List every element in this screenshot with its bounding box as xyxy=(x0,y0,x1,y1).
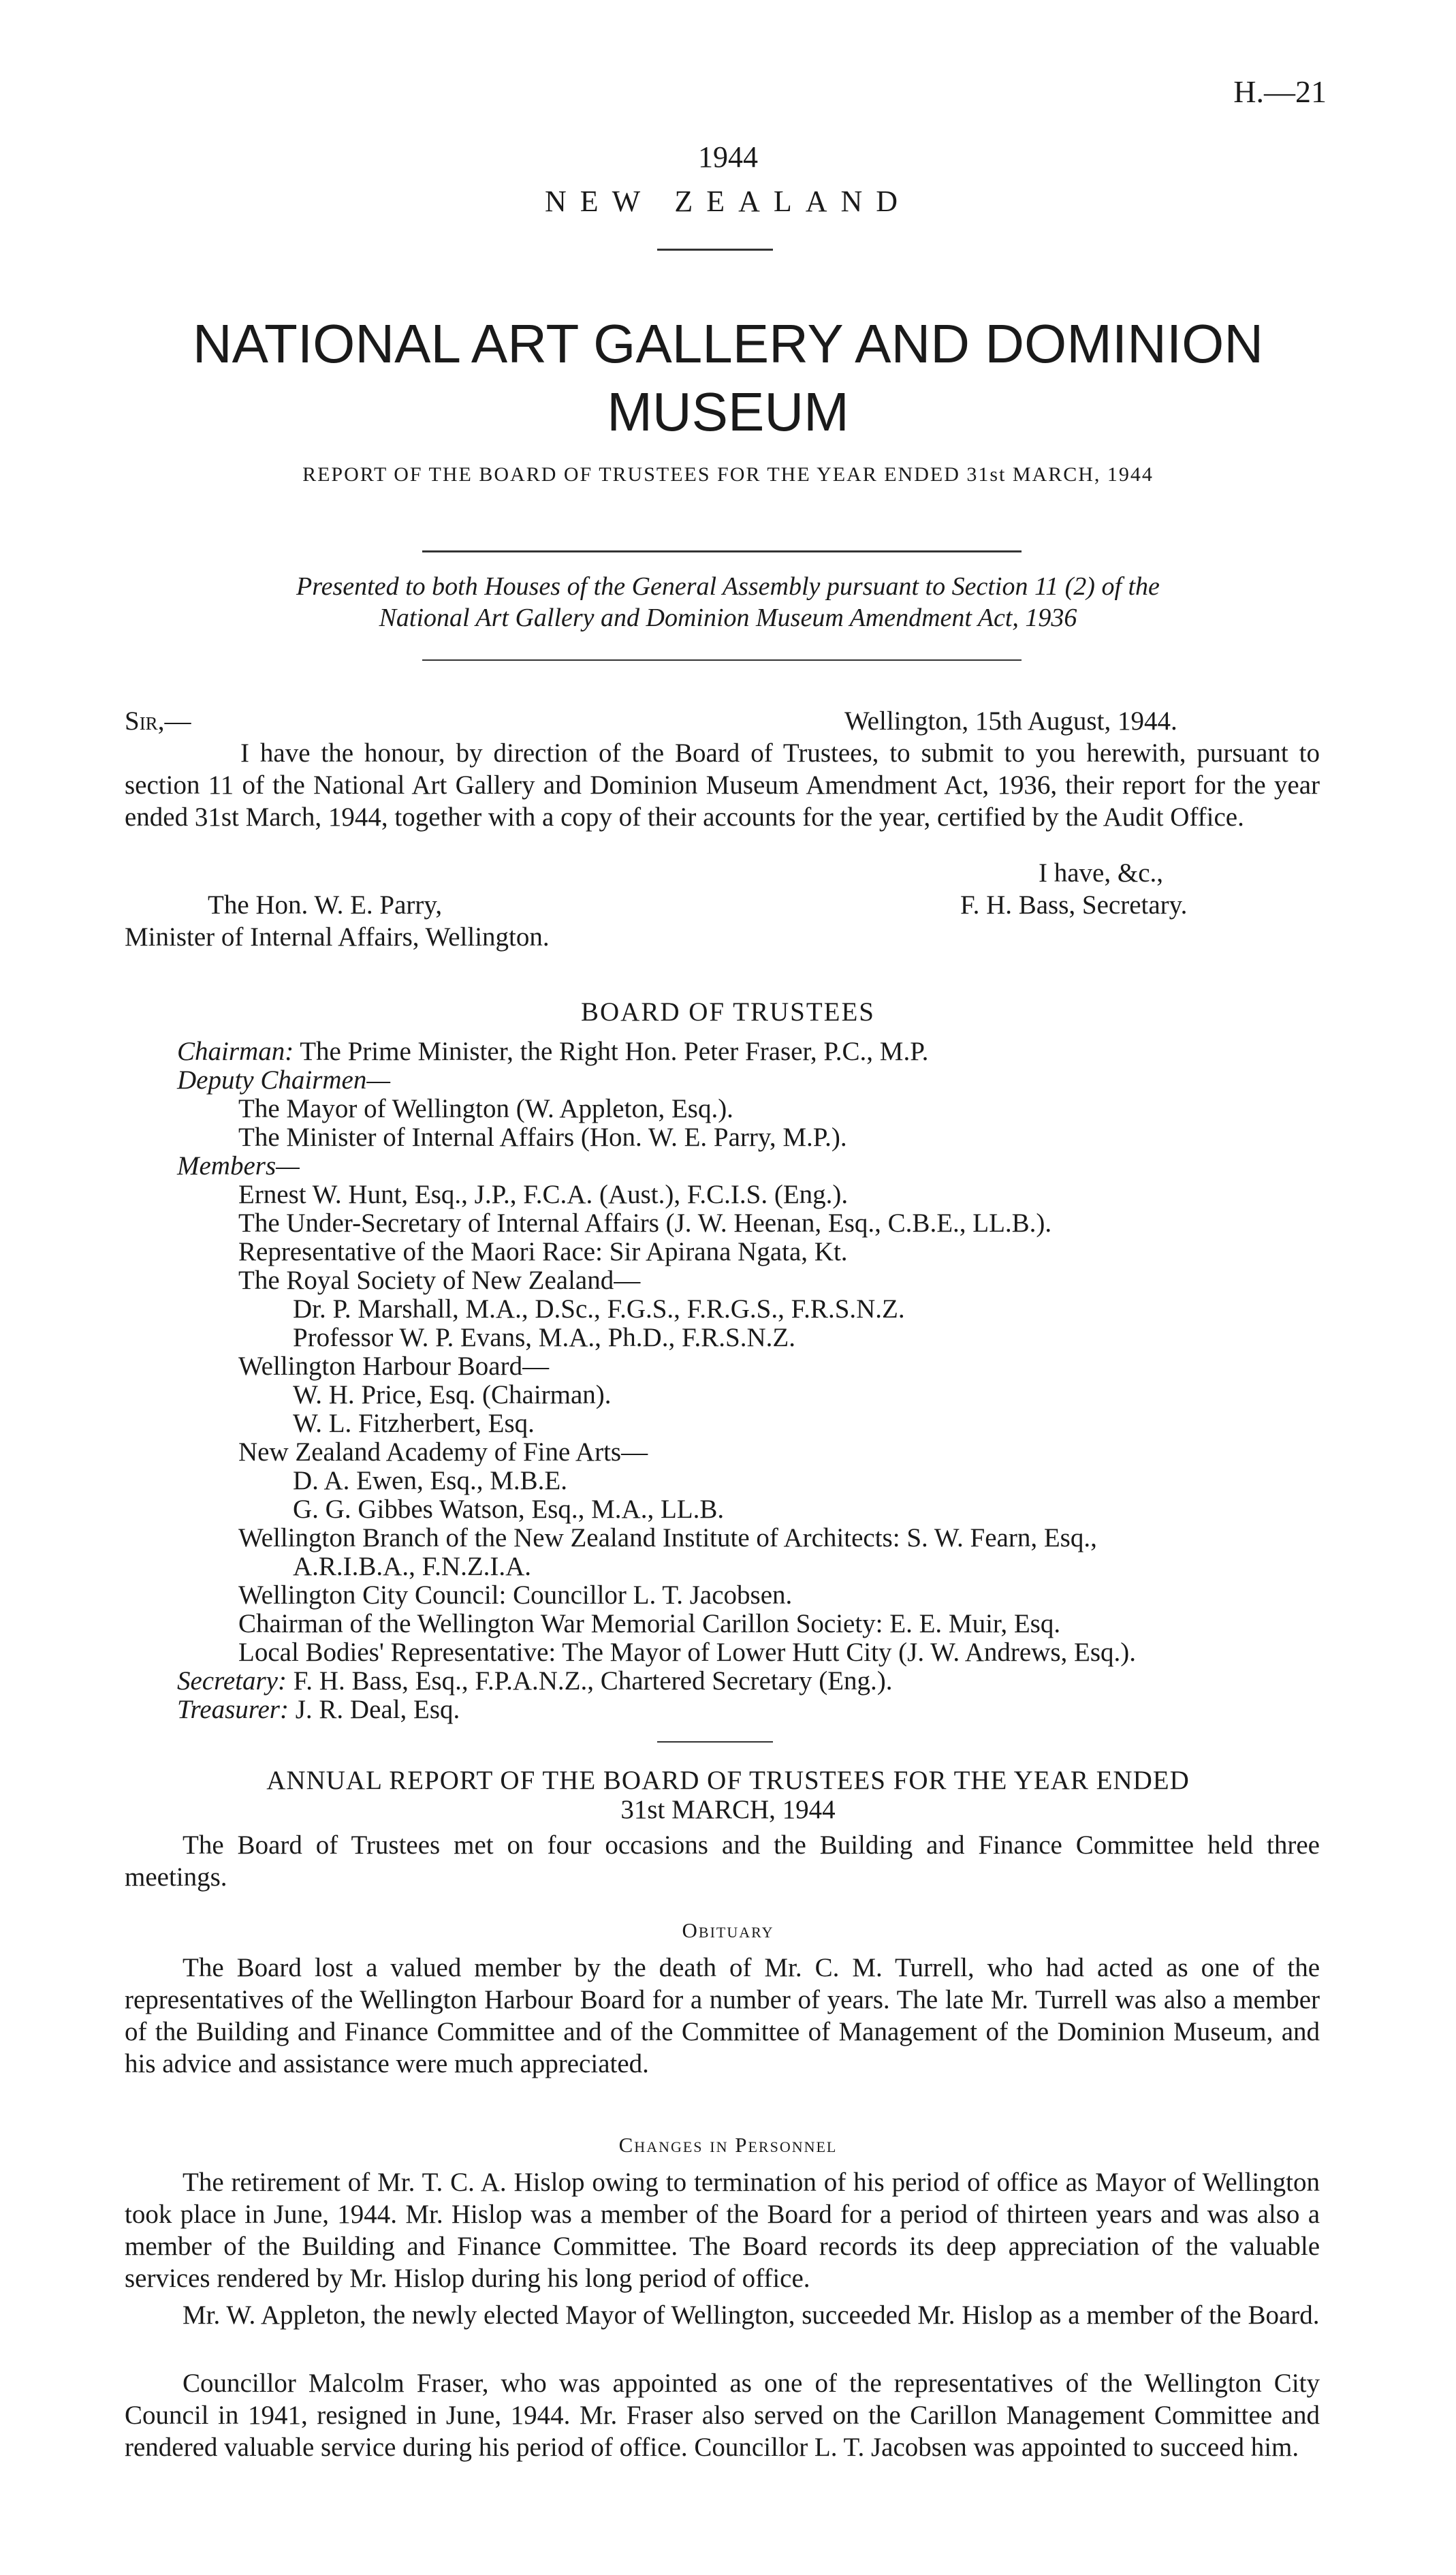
member-ewen: D. A. Ewen, Esq., M.B.E. xyxy=(293,1466,567,1495)
letter-salutation: Sir,— xyxy=(125,706,191,736)
letter-body: I have the honour, by direction of the Board of Trustees, to submit to you herewith, pursuant to section 11 of the National Art Gallery and Dominion Museum Amendment Act, 1936, their report for the year ended 31st March, 1944, together with a copy of their accounts for the year, certified by the Audit Office. xyxy=(125,738,1320,832)
member-price: W. H. Price, Esq. (Chairman). xyxy=(293,1380,612,1409)
member-carillon-society: Chairman of the Wellington War Memorial Carillon Society: E. E. Muir, Esq. xyxy=(238,1609,1061,1638)
document-title xyxy=(102,310,1354,446)
member-royal-society: The Royal Society of New Zealand— xyxy=(238,1266,641,1295)
member-maori-representative: Representative of the Maori Race: Sir Apirana Ngata, Kt. xyxy=(238,1237,848,1266)
rule-long-bottom xyxy=(422,659,1022,661)
title-line-2: MUSEUM xyxy=(607,381,849,442)
title-line-1: NATIONAL ART GALLERY AND DOMINION xyxy=(192,313,1264,374)
secretary-label: Secretary: xyxy=(177,1666,287,1696)
board-secretary xyxy=(177,1665,893,1697)
member-academy: New Zealand Academy of Fine Arts— xyxy=(238,1437,648,1467)
obituary-paragraph: The Board lost a valued member by the death of Mr. C. M. Turrell, who had acted as one of the representatives of the Wellington Harbour Board for a number of years. The late Mr. Turrell was also a member of the Building and Finance Committee and of the Committee of Management of the Dominion Museum, and his advice and assistance were much appreciated. xyxy=(125,1953,1320,2078)
member-architects: Wellington Branch of the New Zealand Institute of Architects: S. W. Fearn, Esq., xyxy=(238,1523,1097,1552)
treasurer-value: J. R. Deal, Esq. xyxy=(295,1695,460,1724)
member-city-council: Wellington City Council: Councillor L. T. Jacobsen. xyxy=(238,1580,793,1610)
board-heading: BOARD OF TRUSTEES xyxy=(580,997,876,1027)
deputy-chairmen-label: Deputy Chairmen— xyxy=(177,1065,391,1095)
member-local-bodies: Local Bodies' Representative: The Mayor of Lower Hutt City (J. W. Andrews, Esq.). xyxy=(238,1638,1136,1667)
changes-paragraph-2: Mr. W. Appleton, the newly elected Mayor of Wellington, succeeded Mr. Hislop as a member of the Board. xyxy=(183,2300,1320,2330)
presented-line-2: National Art Gallery and Dominion Museum Amendment Act, 1936 xyxy=(379,604,1077,632)
letter-signature: F. H. Bass, Secretary. xyxy=(960,890,1188,920)
member-architects-cont: A.R.I.B.A., F.N.Z.I.A. xyxy=(293,1552,532,1581)
chairman-value: The Prime Minister, the Right Hon. Peter Fraser, P.C., M.P. xyxy=(300,1037,929,1066)
report-year: 1944 xyxy=(698,140,758,174)
member-watson: G. G. Gibbes Watson, Esq., M.A., LL.B. xyxy=(293,1495,725,1524)
page-number: H.—21 xyxy=(1233,74,1327,109)
presented-note xyxy=(123,571,1333,634)
letter-addressee: The Hon. W. E. Parry, xyxy=(208,890,443,920)
annual-heading-line-2: 31st MARCH, 1944 xyxy=(620,1795,836,1824)
deputy-chairman-2: The Minister of Internal Affairs (Hon. W. E. Parry, M.P.). xyxy=(238,1123,847,1152)
member-evans: Professor W. P. Evans, M.A., Ph.D., F.R.S.N.Z. xyxy=(293,1323,795,1352)
members-label: Members— xyxy=(177,1151,300,1181)
changes-paragraph-3: Councillor Malcolm Fraser, who was appointed as one of the representatives of the Wellington City Council in 1941, resigned in June, 1944. Mr. Fraser also served on the Carillon Management Committee and rendered valuable service during his period of office. Councillor L. T. Jacobsen was appointed to succeed him. xyxy=(125,2369,1320,2462)
country-name: NEW ZEALAND xyxy=(544,185,912,218)
letter-addressee-title: Minister of Internal Affairs, Wellington. xyxy=(125,922,550,952)
board-treasurer xyxy=(177,1694,460,1726)
rule-short xyxy=(657,249,773,251)
presented-line-1: Presented to both Houses of the General Assembly pursuant to Section 11 (2) of the xyxy=(296,572,1160,601)
changes-heading: Changes in Personnel xyxy=(618,2133,838,2157)
rule-long-top xyxy=(422,550,1022,552)
member-hunt: Ernest W. Hunt, Esq., J.P., F.C.A. (Aust.), F.C.I.S. (Eng.). xyxy=(238,1180,849,1209)
obituary-heading: Obituary xyxy=(682,1918,774,1942)
member-under-secretary: The Under-Secretary of Internal Affairs (J. W. Heenan, Esq., C.B.E., LL.B.). xyxy=(238,1208,1052,1238)
annual-intro: The Board of Trustees met on four occasions and the Building and Finance Committee held three meetings. xyxy=(125,1830,1320,1892)
document-subtitle: REPORT OF THE BOARD OF TRUSTEES FOR THE YEAR ENDED 31st MARCH, 1944 xyxy=(302,463,1154,486)
rule-section xyxy=(657,1741,773,1743)
member-harbour-board: Wellington Harbour Board— xyxy=(238,1352,550,1381)
chairman-label: Chairman: xyxy=(177,1037,294,1066)
board-chairman xyxy=(177,1035,928,1067)
member-fitzherbert: W. L. Fitzherbert, Esq. xyxy=(293,1409,535,1438)
treasurer-label: Treasurer: xyxy=(177,1695,289,1724)
deputy-chairman-1: The Mayor of Wellington (W. Appleton, Esq.). xyxy=(238,1094,733,1123)
letter-closing: I have, &c., xyxy=(1039,858,1164,888)
secretary-value: F. H. Bass, Esq., F.P.A.N.Z., Chartered Secretary (Eng.). xyxy=(293,1666,893,1696)
changes-paragraph-1: The retirement of Mr. T. C. A. Hislop owing to termination of his period of office as Mayor of Wellington took place in June, 1944. Mr. Hislop was a member of the Board for a period of thirteen years and was also a member of the Building and Finance Committee. The Board records its deep appreciation of the valuable services rendered by Mr. Hislop during his long period of office. xyxy=(125,2168,1320,2293)
letter-date: Wellington, 15th August, 1944. xyxy=(844,706,1177,736)
annual-heading-line-1: ANNUAL REPORT OF THE BOARD OF TRUSTEES FOR THE YEAR ENDED xyxy=(266,1766,1190,1795)
member-marshall: Dr. P. Marshall, M.A., D.Sc., F.G.S., F.R.G.S., F.R.S.N.Z. xyxy=(293,1294,905,1324)
